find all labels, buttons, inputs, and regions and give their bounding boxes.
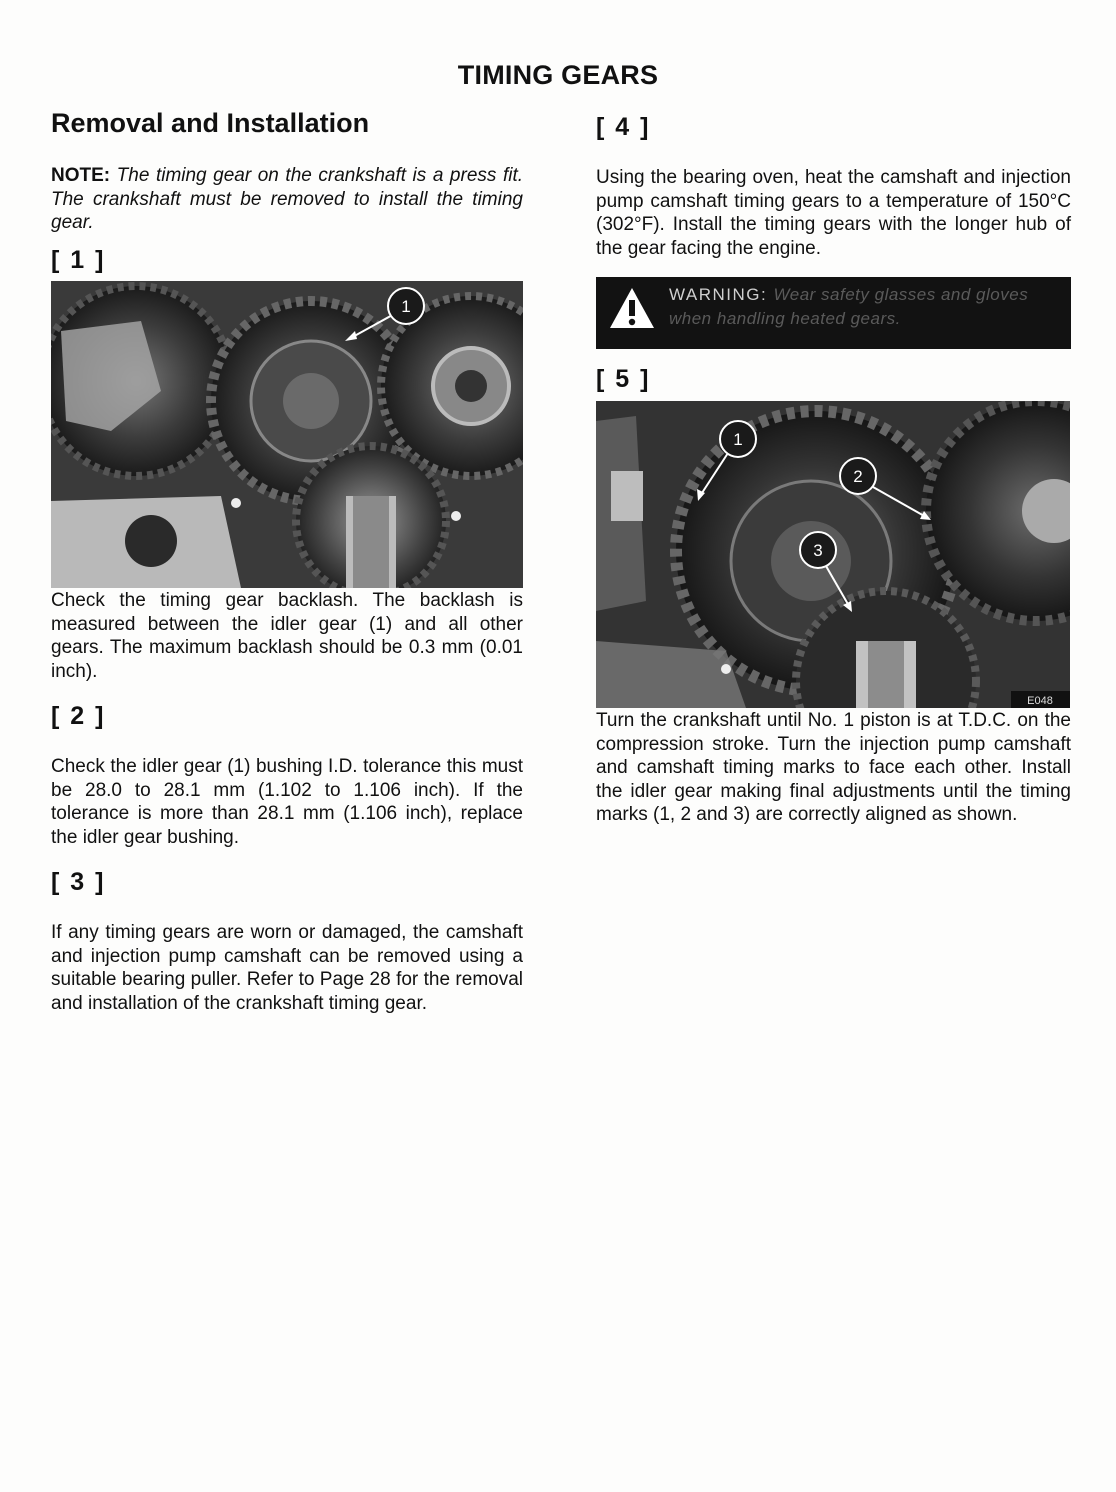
step-4-label: [ 4 ] — [596, 113, 651, 141]
warning-text: Wear safety glasses and gloves when handling heated gears. — [669, 285, 1029, 328]
svg-text:2: 2 — [853, 467, 863, 486]
step-3-label: [ 3 ] — [51, 868, 106, 896]
warning-icon — [608, 286, 656, 330]
step-1-label: [ 1 ] — [51, 246, 106, 274]
step-5-photo — [596, 401, 1070, 708]
note-paragraph — [51, 164, 523, 235]
svg-text:1: 1 — [733, 430, 743, 449]
section-title: Removal and Installation — [51, 108, 370, 138]
step-5-image-code: E048 — [1027, 695, 1053, 707]
step-5-text: Turn the crankshaft until No. 1 piston is at T.D.C. on the compression stroke. Turn the injection pump camshaft and camshaft timing marks to face each other. Install the idler gear making final adjustments until the timing marks (1, 2 and 3) are correctly aligned as shown. — [596, 710, 1071, 825]
note-label: NOTE: — [51, 165, 111, 186]
page-title: TIMING GEARS — [457, 60, 659, 90]
svg-text:3: 3 — [813, 541, 823, 560]
step-4-text: Using the bearing oven, heat the camshaft and injection pump camshaft timing gears to a temperature of 150°C (302°F). Install the timing gears with the longer hub of the gear facing the engine. — [596, 167, 1071, 259]
warning-text-block — [669, 283, 1061, 331]
step-5-label: [ 5 ] — [596, 365, 651, 393]
warning-label: WARNING: — [669, 285, 768, 304]
svg-text:1: 1 — [401, 297, 411, 316]
warning-box — [596, 277, 1071, 349]
step-2-label: [ 2 ] — [51, 702, 106, 730]
step-3-text: If any timing gears are worn or damaged, the camshaft and injection pump camshaft can be removed using a suitable bearing puller. Refer to Page 28 for the removal and installation of the crankshaft timing gear. — [51, 922, 523, 1014]
note-text: The timing gear on the crankshaft is a press fit. The crankshaft must be removed to install the timing gear. — [51, 165, 523, 233]
step-1-photo — [51, 281, 523, 588]
step-1-text: Check the timing gear backlash. The backlash is measured between the idler gear (1) and all other gears. The maximum backlash should be 0.3 mm (0.01 inch). — [51, 590, 523, 682]
step-2-text: Check the idler gear (1) bushing I.D. tolerance this must be 28.0 to 28.1 mm (1.102 to 1.106 inch). If the tolerance is more than 28.1 mm (1.106 inch), replace the idler gear bushing. — [51, 756, 523, 848]
